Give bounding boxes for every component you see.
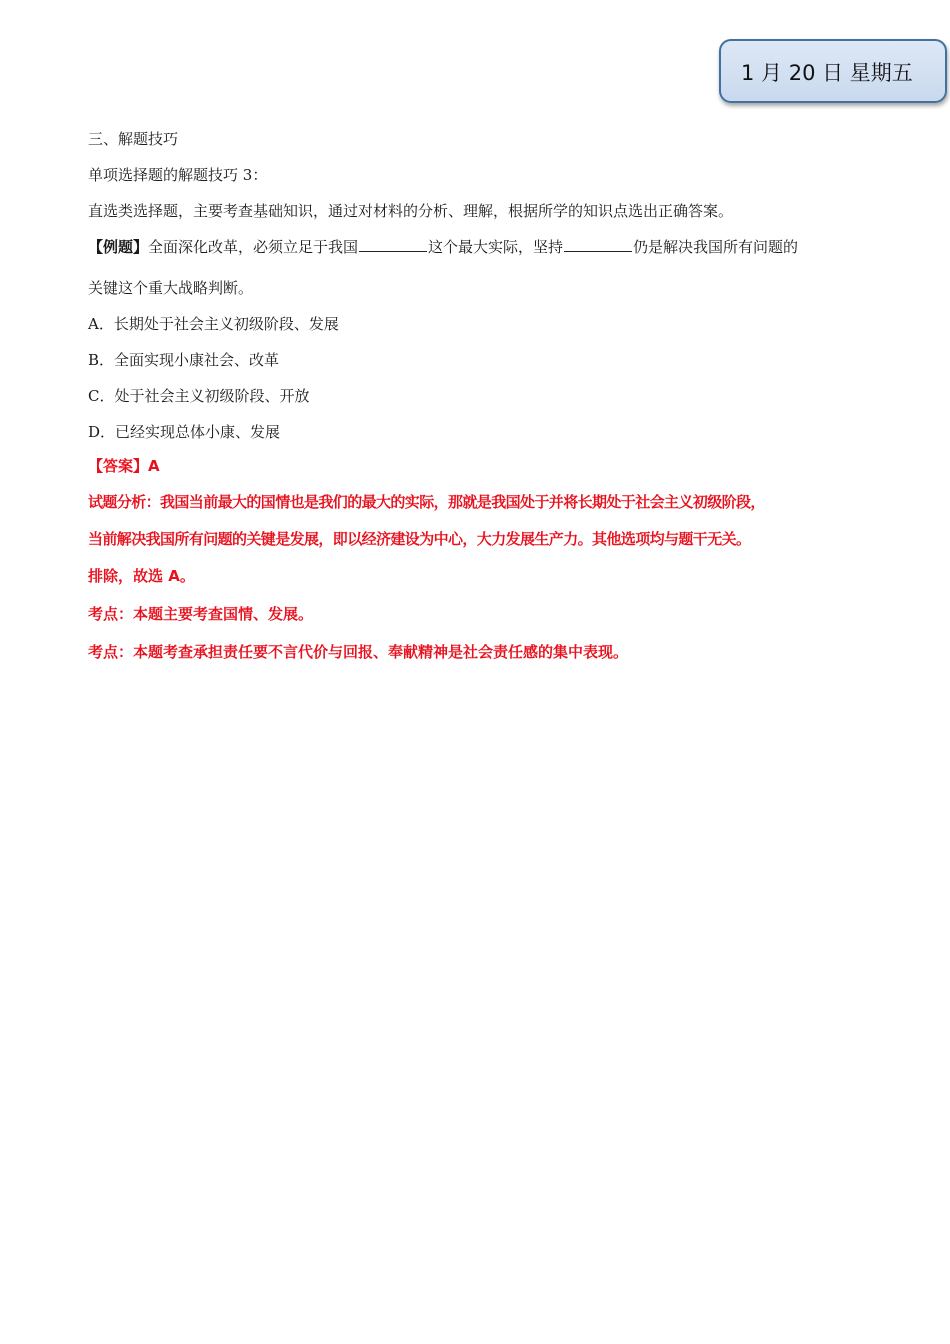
example-question xyxy=(88,236,798,257)
analysis-line-3: 排除，故选 A。 xyxy=(88,567,195,585)
example-label: 【例题】 xyxy=(88,238,149,256)
example-text-1: 全面深化改革，必须立足于我国 xyxy=(148,238,359,256)
example-text-2: 这个最大实际，坚持 xyxy=(428,238,564,256)
section-title: 三、解题技巧 xyxy=(88,130,179,148)
option-a: A．长期处于社会主义初级阶段、发展 xyxy=(88,315,339,333)
option-b: B．全面实现小康社会、改革 xyxy=(88,351,280,369)
kaodian-1: 考点：本题主要考查国情、发展。 xyxy=(88,605,314,623)
analysis-line-1: 试题分析：我国当前最大的国情也是我们的最大的实际，那就是我国处于并将长期处于社会主义初级阶段， xyxy=(88,493,765,511)
option-d: D．已经实现总体小康、发展 xyxy=(88,423,281,441)
tip-heading: 单项选择题的解题技巧 3： xyxy=(88,166,268,184)
date-header: 1 月 20 日 星期五 xyxy=(719,39,947,103)
answer-value: A xyxy=(148,457,160,475)
option-c: C．处于社会主义初级阶段、开放 xyxy=(88,387,310,405)
answer-label: 【答案】 xyxy=(88,457,149,475)
kaodian-2: 考点：本题考查承担责任要不言代价与回报、奉献精神是社会责任感的集中表现。 xyxy=(88,643,629,661)
example-text-3: 仍是解决我国所有问题的 xyxy=(633,238,799,256)
analysis-line-2: 当前解决我国所有问题的关键是发展，即以经济建设为中心，大力发展生产力。其他选项均与题干无关。 xyxy=(88,530,751,548)
example-question-line2: 关键这个重大战略判断。 xyxy=(88,279,254,297)
answer xyxy=(88,455,160,476)
answer-blank-1 xyxy=(359,237,427,252)
tip-body: 直选类选择题，主要考查基础知识，通过对材料的分析、理解，根据所学的知识点选出正确答案。 xyxy=(88,202,734,220)
answer-blank-2 xyxy=(564,237,632,252)
